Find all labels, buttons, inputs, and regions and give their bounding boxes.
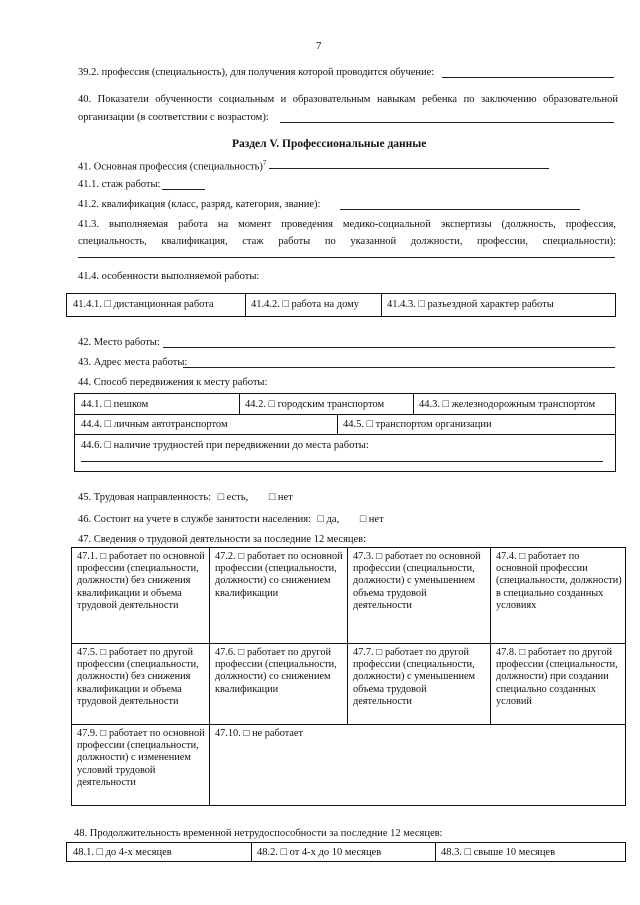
divider [413,394,414,414]
labor-cell-47-3[interactable]: 47.3. □ работает по основной профессии (специальности, должности) с уменьшением объема трудовой деятельности [353,551,481,611]
work-features-table [66,293,616,317]
item-41-3-line2: специальность, квалификация, стаж работы по указанной должности, профессии, специальности): [78,236,616,247]
disability-under-4[interactable]: 48.1. □ до 4-х месяцев [73,847,172,858]
divider [337,414,338,434]
transport-table [74,393,616,472]
item-43-label: 43. Адрес места работы: [78,357,188,368]
labor-cell-47-4[interactable]: 47.4. □ работает по основной профессии (специальности, должности) в специально созданных условиях [496,551,622,611]
item-41-field[interactable] [269,168,549,169]
item-40-line2: организации (в соответствии с возрастом): [78,112,269,123]
item-44-label: 44. Способ передвижения к месту работы: [78,377,268,388]
item-43-field[interactable] [183,367,615,368]
transport-city[interactable]: 44.2. □ городским транспортом [245,399,385,410]
item-45-yes[interactable]: □ есть, [217,492,249,503]
item-41-4-label: 41.4. особенности выполняемой работы: [78,271,260,282]
transport-rail[interactable]: 44.3. □ железнодорожным транспортом [419,399,596,410]
divider [381,294,382,316]
transport-personal-car[interactable]: 44.4. □ личным автотранспортом [81,419,228,430]
item-42-label: 42. Место работы: [78,337,160,348]
item-46-label: 46. Состоит на учете в службе занятости населения: [78,514,311,525]
item-41-3-field[interactable] [78,257,615,258]
labor-cell-47-2[interactable]: 47.2. □ работает по основной профессии (специальности, должности) со снижением квалификации [215,551,343,599]
item-47-label: 47. Сведения о трудовой деятельности за последние 12 месяцев: [78,534,367,545]
footnote-ref: 7 [262,159,267,167]
item-40-field[interactable] [280,122,614,123]
transport-difficulties-field[interactable] [81,461,603,462]
divider [239,394,240,414]
labor-cell-47-8[interactable]: 47.8. □ работает по другой профессии (специальности, должности) при создании специально созданных условий [496,647,618,707]
item-41-1-field[interactable] [162,189,205,190]
labor-cell-47-10[interactable]: 47.10. □ не работает [215,728,304,739]
item-41-2-field[interactable] [340,209,580,210]
work-feature-travel[interactable]: 41.4.3. □ разъездной характер работы [387,299,554,310]
labor-cell-47-7[interactable]: 47.7. □ работает по другой профессии (специальности, должности) с уменьшением объема трудовой деятельности [353,647,476,707]
item-45-label: 45. Трудовая направленность: [78,492,212,503]
work-feature-home[interactable]: 41.4.2. □ работа на дому [251,299,360,310]
divider [75,414,615,415]
item-41-1-label: 41.1. стаж работы: [78,179,161,190]
disability-4-to-10[interactable]: 48.2. □ от 4-х до 10 месяцев [257,847,382,858]
transport-walking[interactable]: 44.1. □ пешком [81,399,149,410]
divider [347,548,348,724]
divider [72,724,625,725]
work-feature-remote[interactable]: 41.4.1. □ дистанционная работа [73,299,214,310]
divider [490,548,491,724]
labor-table [71,547,626,806]
item-39-2-label: 39.2. профессия (специальность), для получения которой проводится обучение: [78,67,435,78]
divider [75,434,615,435]
item-45-no[interactable]: □ нет [268,492,293,503]
divider [435,843,436,861]
item-41-3-line1: 41.3. выполняемая работа на момент проведения медико-социальной экспертизы (должность, профессия, [78,219,616,230]
item-41-label [78,157,266,174]
item-46 [78,513,384,526]
transport-difficulties[interactable]: 44.6. □ наличие трудностей при передвижении до места работы: [81,440,369,451]
item-46-yes[interactable]: □ да, [317,514,340,525]
item-48-label: 48. Продолжительность временной нетрудоспособности за последние 12 месяцев: [74,828,443,839]
labor-cell-47-5[interactable]: 47.5. □ работает по другой профессии (специальности, должности) без снижения квалификации и объема трудовой деятельности [77,647,199,707]
item-39-2-field[interactable] [442,77,614,78]
item-40-line1: 40. Показатели обученности социальным и образовательным навыкам ребенка по заключению образовательной [78,94,618,105]
divider [72,643,625,644]
labor-cell-47-9[interactable]: 47.9. □ работает по основной профессии (специальности, должности) с изменением условий трудовой деятельности [77,728,205,788]
item-41-2-label: 41.2. квалификация (класс, разряд, категория, звание): [78,199,321,210]
item-41-text: 41. Основная профессия (специальность) [78,161,263,173]
divider [245,294,246,316]
labor-cell-47-6[interactable]: 47.6. □ работает по другой профессии (специальности, должности) со снижением квалификации [215,647,337,695]
transport-organization[interactable]: 44.5. □ транспортом организации [343,419,492,430]
disability-table [66,842,626,862]
labor-cell-47-1[interactable]: 47.1. □ работает по основной профессии (специальности, должности) без снижения квалификации и объема трудовой деятельности [77,551,205,611]
item-45 [78,491,293,504]
disability-over-10[interactable]: 48.3. □ свыше 10 месяцев [441,847,556,858]
divider [251,843,252,861]
item-42-field[interactable] [163,347,615,348]
item-46-no[interactable]: □ нет [359,514,384,525]
page-number: 7 [316,40,322,52]
section-title: Раздел V. Профессиональные данные [232,138,427,150]
divider [209,548,210,805]
